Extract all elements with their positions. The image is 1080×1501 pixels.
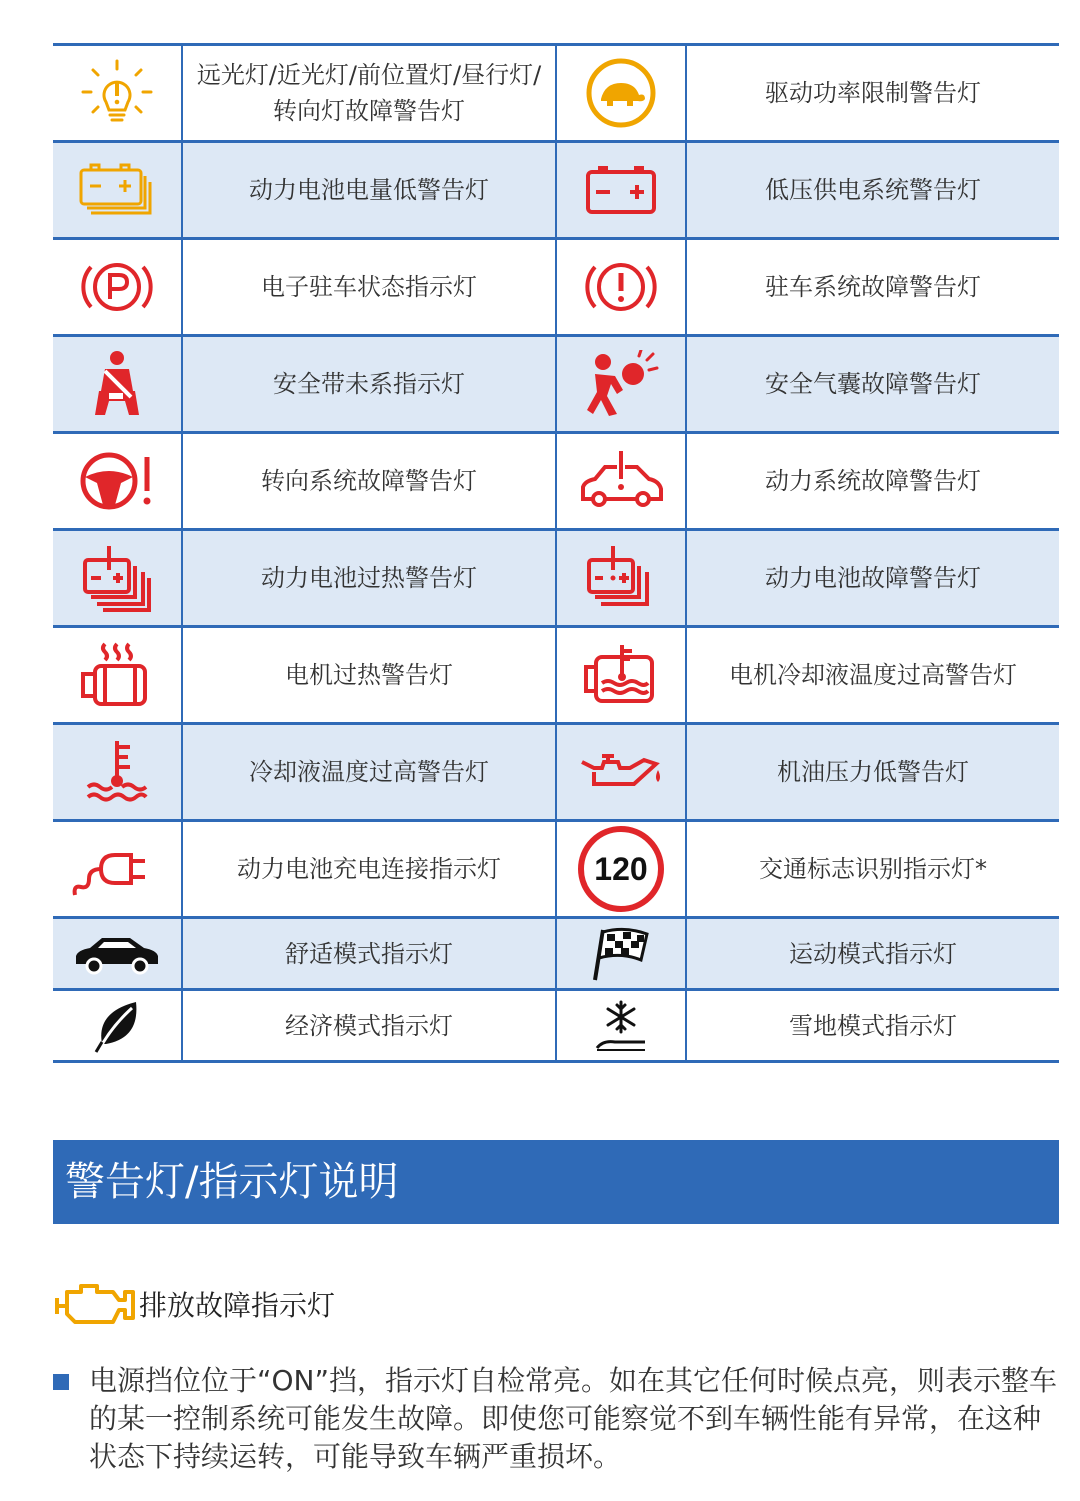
table-row <box>53 45 1059 142</box>
oil-pressure-icon <box>556 724 686 821</box>
indicator-label: 舒适模式指示灯 <box>182 918 556 990</box>
indicator-label: 电机冷却液温度过高警告灯 <box>729 661 1017 689</box>
motor-coolant-temp-icon <box>556 627 686 724</box>
table-row <box>53 821 1059 918</box>
table-row <box>53 336 1059 433</box>
parking-brake-p-icon <box>53 239 182 336</box>
indicator-label: 动力系统故障警告灯 <box>765 467 981 495</box>
indicator-label: 远光灯/近光灯/前位置灯/昼行灯/转向灯故障警告灯 <box>182 45 556 142</box>
indicator-label: 冷却液温度过高警告灯 <box>182 724 556 821</box>
indicator-label: 电机过热警告灯 <box>182 627 556 724</box>
battery-fault-icon <box>556 530 686 627</box>
speed-limit-value: 120 <box>594 851 648 887</box>
table-row <box>53 142 1059 239</box>
table-row <box>53 724 1059 821</box>
table-row <box>53 239 1059 336</box>
emission-heading <box>53 1276 335 1332</box>
battery-icon <box>556 142 686 239</box>
indicator-label: 动力电池充电连接指示灯 <box>182 821 556 918</box>
speed-limit-sign-icon <box>556 821 686 918</box>
charging-plug-icon <box>53 821 182 918</box>
indicator-label: 机油压力低警告灯 <box>777 758 969 786</box>
indicator-label: 驻车系统故障警告灯 <box>765 273 981 301</box>
indicator-label: 动力电池过热警告灯 <box>182 530 556 627</box>
indicator-label: 运动模式指示灯 <box>789 939 957 968</box>
steering-wheel-warning-icon <box>53 433 182 530</box>
indicator-label: 安全气囊故障警告灯 <box>765 370 981 398</box>
table-row <box>53 433 1059 530</box>
battery-overheat-icon <box>53 530 182 627</box>
indicator-label: 电子驻车状态指示灯 <box>182 239 556 336</box>
table-row <box>53 627 1059 724</box>
paragraph-text: 电源挡位位于“ON”挡，指示灯自检常亮。如在其它任何时候点亮，则表示整车的某一控制系统可能发生故障。即使您可能察觉不到车辆性能有异常，在这种状态下持续运转，可能导致车辆严重损坏。 <box>89 1364 1057 1473</box>
seatbelt-icon <box>53 336 182 433</box>
table-row <box>53 530 1059 627</box>
car-comfort-icon <box>53 918 182 990</box>
section-title: 警告灯/指示灯说明 <box>53 1140 1059 1224</box>
indicator-label: 安全带未系指示灯 <box>182 336 556 433</box>
indicator-label: 低压供电系统警告灯 <box>765 176 981 204</box>
table-row <box>53 990 1059 1062</box>
emission-title: 排放故障指示灯 <box>139 1289 336 1322</box>
indicator-label: 交通标志识别指示灯* <box>759 855 987 883</box>
table-row <box>53 918 1059 990</box>
indicator-label: 动力电池电量低警告灯 <box>182 142 556 239</box>
bullet-marker <box>53 1374 69 1390</box>
description-paragraph <box>53 1362 1059 1476</box>
motor-overheat-icon <box>53 627 182 724</box>
parking-fault-icon <box>556 239 686 336</box>
engine-check-icon <box>53 1278 137 1330</box>
indicator-label: 驱动功率限制警告灯 <box>765 79 981 107</box>
turtle-icon <box>556 45 686 142</box>
leaf-icon <box>53 990 182 1062</box>
car-warning-icon <box>556 433 686 530</box>
indicator-label: 转向系统故障警告灯 <box>182 433 556 530</box>
snowflake-icon <box>556 990 686 1062</box>
low-battery-icon <box>53 142 182 239</box>
light-failure-icon <box>53 45 182 142</box>
indicator-label: 雪地模式指示灯 <box>789 1011 957 1040</box>
indicator-label: 经济模式指示灯 <box>182 990 556 1062</box>
indicator-table <box>53 43 1059 1063</box>
coolant-temp-icon <box>53 724 182 821</box>
checkered-flag-icon <box>556 918 686 990</box>
airbag-icon <box>556 336 686 433</box>
indicator-label: 动力电池故障警告灯 <box>765 564 981 592</box>
